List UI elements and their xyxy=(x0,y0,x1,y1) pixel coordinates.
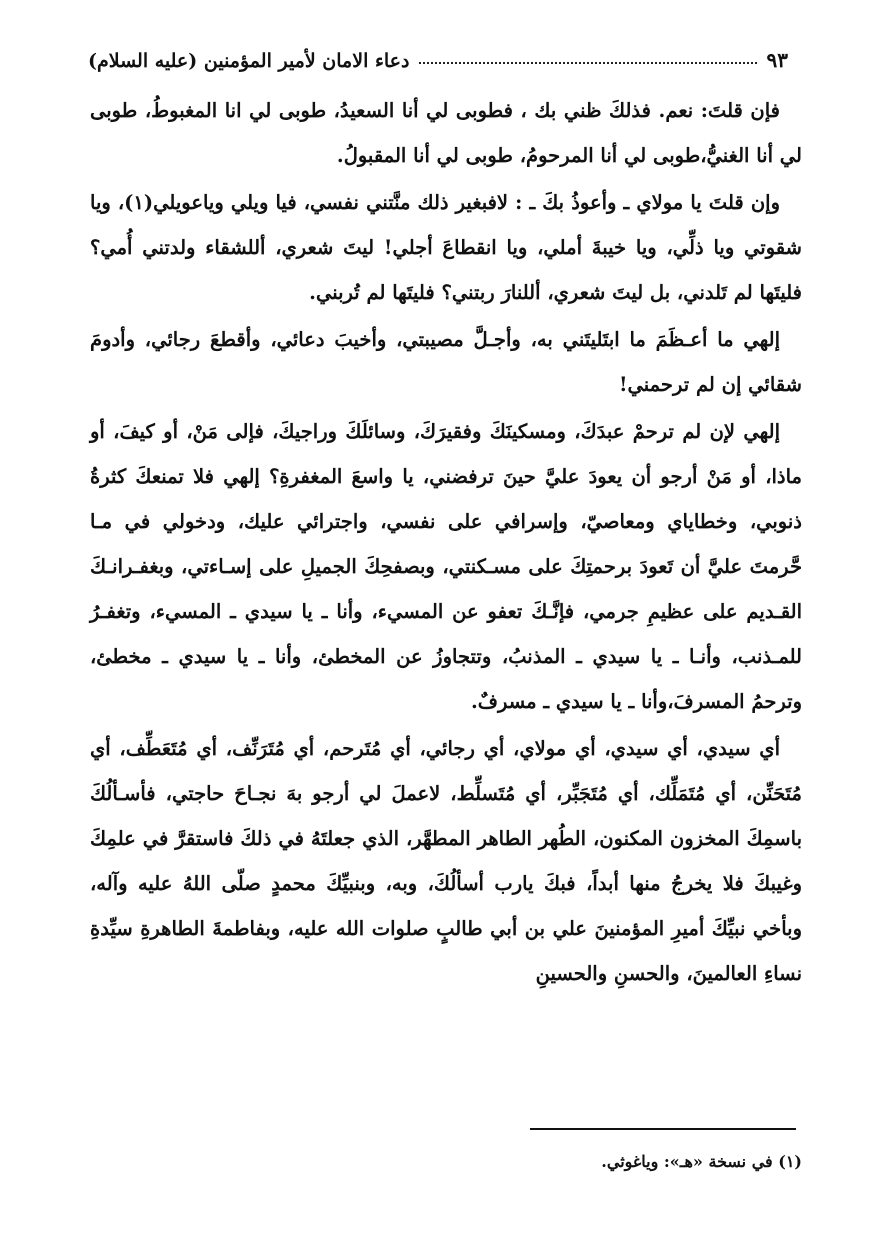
paragraph: وإن قلتَ يا مولاي ـ وأعوذُ بكَ ـ : لافبغير ذلك منَّتني نفسي، فيا ويلي وياعويلي(١)، ويا شقوتي ويا ذلِّي، ويا خيبةَ أملي، ويا انقطاعَ أجلي! ليتَ شعري، أللشقاء ولدتني أُمي؟ فليتَها لم تَلدني، بل ليتَ شعري، أللنارَ ربتني؟ فليتَها لم تُربني. xyxy=(90,191,802,304)
paragraph: إلهي ما أعـظَمَ ما ابتَليتَني به، وأجـلَّ مصيبتي، وأخيبَ دعائي، وأقطعَ رجائي، وأدومَ شقائي إن لم ترحمني! xyxy=(90,328,802,396)
footnote: (١) في نسخة «هـ»: وياغوثي. xyxy=(601,1152,802,1171)
page-number: ٩٣ xyxy=(766,48,788,72)
paragraph: أي سيدي، أي سيدي، أي مولاي، أي رجائي، أي مُتَرحم، أي مُتَرَنِّف، أي مُتَعَطِّف، أي مُتَحَنِّن، أي مُتَمَلِّك، أي مُتَجَبِّر، أي مُتَسلِّط، لاعملَ لي أرجو بهَ نجـاحَ حاجتي، فأسـألُكَ باسمِكَ المخزون المكنون، الطُهر الطاهر المطهَّر، الذي جعلتَهُ في ذلكَ فاستقرَّ في علمِكَ وغيبكَ فلا يخرجُ منها أبداً، فبكَ يارب أسألُكَ، وبه، وبنبيِّكَ محمدٍ صلّى اللهُ عليه وآله، وبأخي نبيِّكَ أميرِ المؤمنينَ علي بن أبي طالبٍ صلوات الله عليه، وبفاطمةَ الطاهرةِ سيِّدةِ نساءِ العالمينَ، والحسنِ والحسينِ xyxy=(90,737,802,985)
paragraph: إلهي لإن لم ترحمْ عبدَكَ، ومسكينَكَ وفقيرَكَ، وسائلَكَ وراجيكَ، فإلى مَنْ، أو كيفَ، أو ماذا، أو مَنْ أرجو أن يعودَ عليَّ حينَ ترفضني، يا واسعَ المغفرةِ؟ إلهي فلا تمنعكَ كثرةُ ذنوبي، وخطاياي ومعاصيّ، وإسرافي على نفسي، واجترائي عليك، ودخولي في مـا حَّرمتَ عليَّ أن تَعودَ برحمتِكَ على مسـكنتي، وبصفحِكَ الجميلِ على إسـاءتي، وبغفـرانـكَ القـديم على عظيمِ جرمي، فإنَّـكَ تعفو عن المسيء، وأنا ـ يا سيدي ـ المسيء، وتغفـرُ للمـذنب، وأنـا ـ يا سيدي ـ المذنبُ، وتتجاوزُ عن المخطئ، وأنا ـ يا سيدي ـ مخطئ، وترحمُ المسرفَ،وأنا ـ يا سيدي ـ مسرفٌ. xyxy=(90,420,802,713)
footnote-rule xyxy=(530,1128,796,1130)
body-text xyxy=(90,88,802,998)
dot-leader xyxy=(419,62,756,64)
paragraph: فإن قلتَ: نعم. فذلكَ ظني بك ، فطوبى لي أنا السعيدُ، طوبى لي انا المغبوطُ، طوبى لي أنا الغنيُّ،طوبى لي أنا المرحومُ، طوبى لي أنا المقبولُ. xyxy=(90,99,802,167)
running-head xyxy=(88,38,788,72)
running-head-title: دعاء الامان لأمير المؤمنين (عليه السلام) xyxy=(88,50,410,72)
